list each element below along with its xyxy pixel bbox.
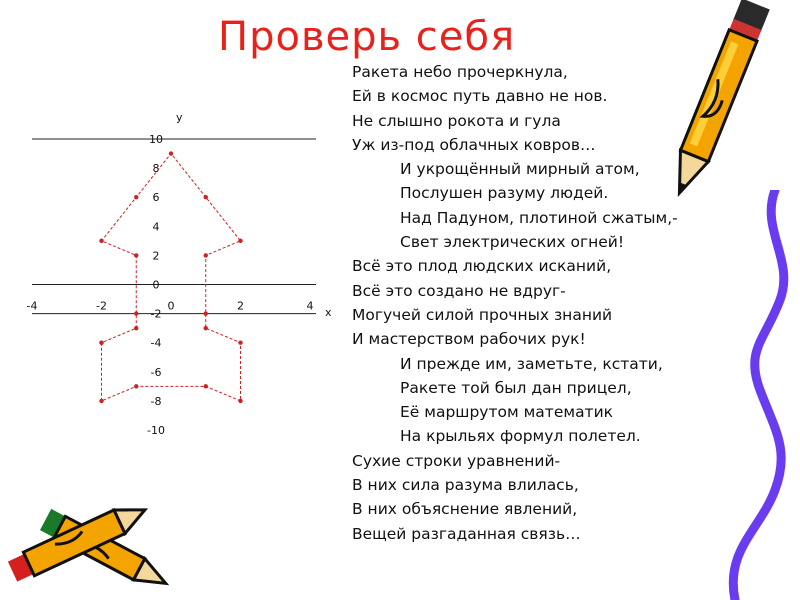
data-point (238, 399, 242, 403)
data-point (134, 384, 138, 388)
poem-line: Всё это создано не вдруг- (352, 281, 566, 300)
data-point (204, 195, 208, 199)
data-point (134, 253, 138, 257)
y-tick-label: 0 (152, 278, 160, 292)
poem-line: В них сила разума влилась, (352, 476, 579, 495)
squiggle-icon (705, 190, 800, 600)
data-point (204, 311, 208, 315)
x-axis-label: x (325, 306, 332, 319)
y-tick-label: -10 (147, 424, 165, 437)
pencil-icon (0, 475, 180, 600)
x-tick-label: -2 (96, 299, 107, 313)
y-axis-label: y (176, 111, 183, 124)
data-point (99, 341, 103, 345)
y-tick-label: -2 (150, 307, 162, 321)
poem-line: На крыльях формул полетел. (400, 427, 641, 446)
poem-line: Ракета небо прочеркнула, (352, 63, 568, 81)
data-point (204, 253, 208, 257)
pencil-icon (660, 0, 770, 210)
data-point (204, 326, 208, 330)
y-tick-label: -4 (150, 336, 162, 350)
poem-line: Свет электрических огней! (400, 233, 625, 252)
poem-line: Её маршрутом математик (400, 403, 614, 422)
data-point (99, 399, 103, 403)
poem-line: Над Падуном, плотиной сжатым,- (400, 208, 678, 227)
rocket-chart (0, 0, 340, 460)
data-point (134, 326, 138, 330)
page-title: Проверь себя (218, 14, 516, 60)
x-tick-label: 4 (306, 299, 314, 313)
x-tick-label: 2 (237, 299, 244, 313)
data-point (134, 195, 138, 199)
poem-line: И мастерством рабочих рук! (352, 330, 586, 349)
poem-line: Не слышно рокота и гула (352, 111, 561, 130)
data-point (238, 239, 242, 243)
y-tick-label: -6 (150, 365, 162, 379)
series-line (102, 154, 241, 401)
poem-line: И прежде им, заметьте, кстати, (400, 354, 663, 373)
y-tick-label: 2 (152, 249, 160, 263)
data-point (134, 311, 138, 315)
data-point (99, 239, 103, 243)
y-tick-label: 8 (152, 162, 160, 176)
data-point (204, 384, 208, 388)
poem-line: Вещей разгаданная связь… (352, 524, 581, 543)
poem-line: Могучей силой прочных знаний (352, 305, 613, 324)
data-point (169, 151, 173, 155)
poem-line: Послушен разуму людей. (400, 184, 609, 203)
x-tick-label: -4 (26, 299, 38, 313)
y-tick-label: 6 (152, 191, 160, 205)
x-tick-label: 0 (167, 299, 175, 313)
poem-line: В них объяснение явлений, (352, 500, 578, 519)
poem-line: Ракете той был дан прицел, (400, 378, 632, 397)
y-tick-label: 10 (149, 133, 163, 146)
poem-line: Сухие строки уравнений- (352, 451, 561, 470)
data-point (238, 341, 242, 345)
y-tick-label: 4 (152, 220, 160, 234)
y-tick-label: -8 (150, 394, 162, 408)
poem-line: Всё это плод людских исканий, (352, 257, 612, 276)
poem-line: Уж из-под облачных ковров… (352, 135, 596, 154)
poem-line: Ей в космос путь давно не нов. (352, 87, 608, 106)
poem-line: И укрощённый мирный атом, (400, 160, 640, 179)
